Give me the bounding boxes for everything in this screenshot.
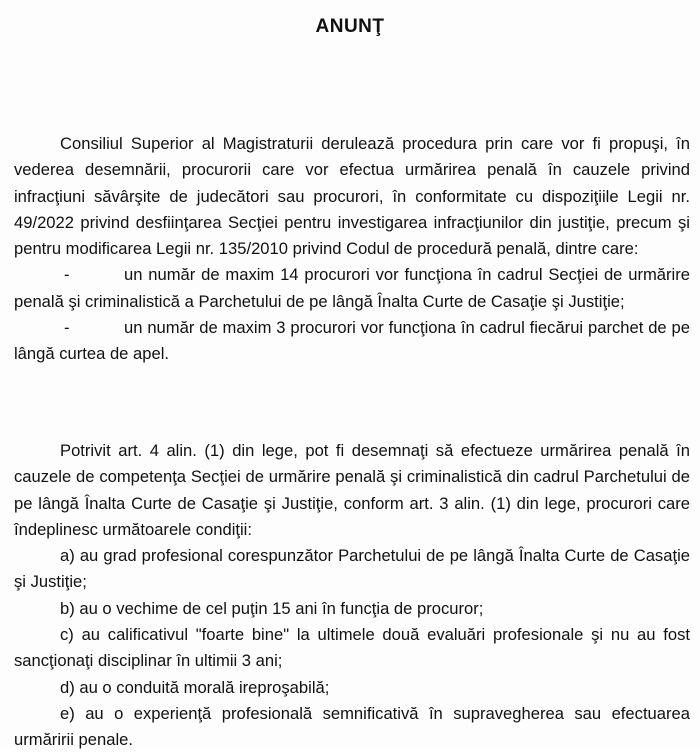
intro-paragraph: Consiliul Superior al Magistraturii derulează procedura prin care vor fi propuşi, în vederea desemnării, procurorii care vor efectua urmărirea penală în cauzele privind infracţiuni săvârşite de judecători sau procurori, în conformitate cu dispoziţiile Legii nr. 49/2022 privind desfiinţarea Secţiei pentru investigarea infracţiunilor din justiţie, precum şi pentru modificarea Legii nr. 135/2010 privind Codul de procedură penală, dintre care: [14, 134, 690, 259]
condition-item: a) au grad profesional corespunzător Parchetului de pe lângă Înalta Curte de Casaţie şi Justiţie; [14, 546, 690, 592]
condition-item: d) au o conduită morală ireproşabilă; [60, 677, 330, 697]
condition-item: b) au o vechime de cel puţin 15 ani în funcţia de procuror; [60, 598, 484, 618]
list-item [14, 315, 690, 368]
list-marker: - [64, 265, 70, 285]
document-title: ANUNŢ [315, 16, 385, 37]
condition-item: c) au calificativul "foarte bine" la ultimele două evaluări profesionale şi nu au fost sancţionaţi disciplinar în ultimii 3 ani; [14, 625, 690, 671]
list-marker: - [64, 318, 70, 338]
list-item-text: un număr de maxim 3 procurori vor funcţiona în cadrul fiecărui parchet de pe lângă curtea de apel. [14, 318, 690, 364]
conditions-paragraph: Potrivit art. 4 alin. (1) din lege, pot fi desemnaţi să efectueze urmărirea penală în cauzele de competenţa Secţiei de urmărire penală şi criminalistică din cadrul Parchetului de pe lângă Înalta Curte de Casaţie şi Justiţie, conform art. 3 alin. (1) din lege, procurori care îndeplinesc următoarele condiţii: [14, 441, 690, 539]
list-item [14, 262, 690, 315]
list-item-text: un număr de maxim 14 procurori vor funcţiona în cadrul Secţiei de urmărire penală şi criminalistică a Parchetului de pe lângă Înalta Curte de Casaţie şi Justiţie; [14, 265, 690, 311]
section-conditions [14, 438, 690, 754]
condition-item: e) au o experienţă profesională semnificativă în supravegherea sau efectuarea urmăririi penale. [14, 703, 690, 750]
section-announcement [14, 131, 690, 368]
